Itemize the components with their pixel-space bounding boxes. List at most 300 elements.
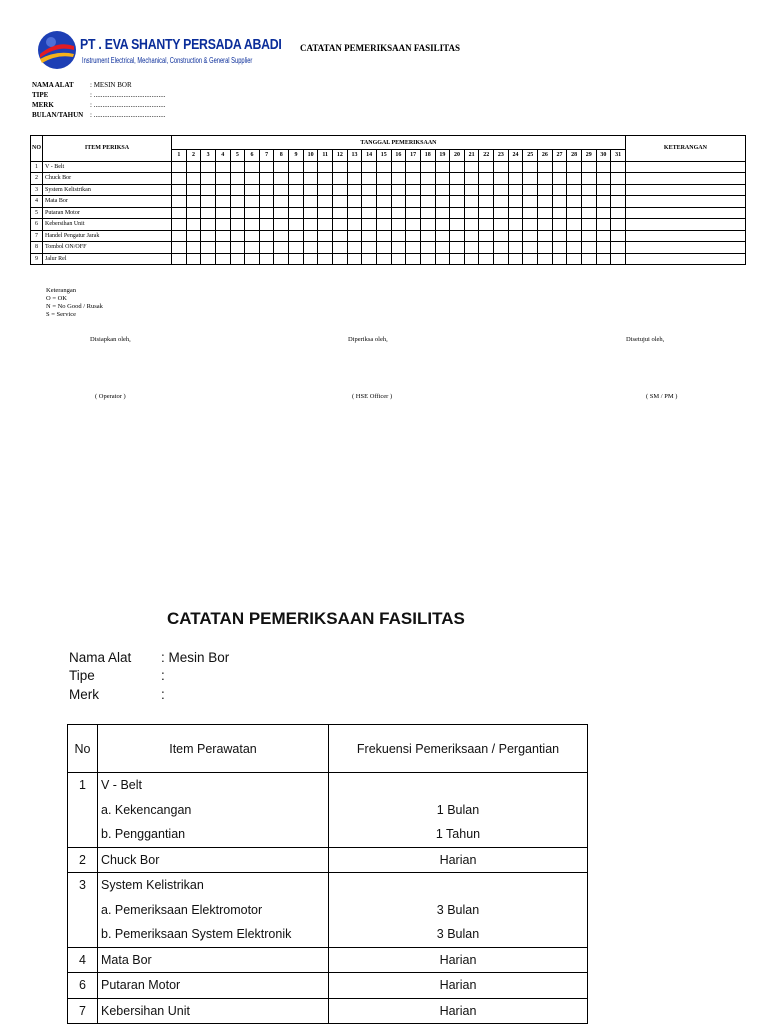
day-check-cell[interactable] [289, 196, 304, 208]
day-check-cell[interactable] [508, 242, 523, 254]
day-check-cell[interactable] [523, 173, 538, 185]
day-check-cell[interactable] [274, 230, 289, 242]
day-check-cell[interactable] [230, 184, 245, 196]
day-check-cell[interactable] [450, 219, 465, 231]
day-check-cell[interactable] [391, 173, 406, 185]
day-check-cell[interactable] [362, 219, 377, 231]
day-check-cell[interactable] [508, 196, 523, 208]
day-check-cell[interactable] [420, 207, 435, 219]
day-check-cell[interactable] [464, 219, 479, 231]
day-check-cell[interactable] [479, 161, 494, 173]
day-check-cell[interactable] [420, 253, 435, 265]
day-check-cell[interactable] [289, 173, 304, 185]
day-check-cell[interactable] [347, 242, 362, 254]
day-check-cell[interactable] [567, 161, 582, 173]
day-check-cell[interactable] [523, 219, 538, 231]
day-check-cell[interactable] [450, 161, 465, 173]
day-check-cell[interactable] [435, 196, 450, 208]
notes-cell[interactable] [625, 184, 745, 196]
day-check-cell[interactable] [567, 184, 582, 196]
day-header: 5 [230, 150, 245, 162]
day-check-cell[interactable] [333, 230, 348, 242]
day-check-cell[interactable] [259, 161, 274, 173]
legend-item-ok: O = OK [46, 295, 67, 302]
day-check-cell[interactable] [333, 184, 348, 196]
day-check-cell[interactable] [420, 161, 435, 173]
day-check-cell[interactable] [245, 184, 260, 196]
doc2-info-value: : Mesin Bor [161, 650, 230, 665]
day-check-cell[interactable] [523, 161, 538, 173]
day-check-cell[interactable] [581, 184, 596, 196]
day-check-cell[interactable] [347, 161, 362, 173]
day-check-cell[interactable] [567, 242, 582, 254]
day-check-cell[interactable] [420, 196, 435, 208]
day-check-cell[interactable] [215, 173, 230, 185]
day-check-cell[interactable] [391, 161, 406, 173]
day-check-cell[interactable] [201, 207, 216, 219]
day-check-cell[interactable] [186, 219, 201, 231]
day-check-cell[interactable] [450, 242, 465, 254]
day-check-cell[interactable] [376, 253, 391, 265]
day-check-cell[interactable] [245, 242, 260, 254]
day-check-cell[interactable] [172, 161, 187, 173]
day-check-cell[interactable] [552, 161, 567, 173]
day-check-cell[interactable] [611, 184, 626, 196]
day-check-cell[interactable] [450, 230, 465, 242]
day-check-cell[interactable] [406, 219, 421, 231]
day-check-cell[interactable] [186, 242, 201, 254]
day-check-cell[interactable] [596, 161, 611, 173]
day-check-cell[interactable] [347, 207, 362, 219]
day-check-cell[interactable] [552, 230, 567, 242]
day-check-cell[interactable] [596, 219, 611, 231]
day-check-cell[interactable] [581, 253, 596, 265]
day-check-cell[interactable] [245, 230, 260, 242]
day-check-cell[interactable] [464, 184, 479, 196]
day-check-cell[interactable] [376, 219, 391, 231]
day-check-cell[interactable] [552, 184, 567, 196]
day-check-cell[interactable] [567, 173, 582, 185]
day-check-cell[interactable] [347, 184, 362, 196]
day-check-cell[interactable] [172, 196, 187, 208]
day-check-cell[interactable] [596, 207, 611, 219]
day-check-cell[interactable] [318, 196, 333, 208]
day-check-cell[interactable] [508, 253, 523, 265]
day-check-cell[interactable] [508, 230, 523, 242]
day-check-cell[interactable] [362, 207, 377, 219]
day-check-cell[interactable] [376, 196, 391, 208]
day-check-cell[interactable] [494, 184, 509, 196]
day-check-cell[interactable] [406, 242, 421, 254]
day-check-cell[interactable] [303, 253, 318, 265]
day-check-cell[interactable] [494, 253, 509, 265]
day-check-cell[interactable] [303, 173, 318, 185]
day-check-cell[interactable] [215, 207, 230, 219]
day-check-cell[interactable] [201, 184, 216, 196]
day-check-cell[interactable] [186, 230, 201, 242]
day-check-cell[interactable] [318, 207, 333, 219]
day-check-cell[interactable] [318, 184, 333, 196]
day-check-cell[interactable] [435, 161, 450, 173]
day-check-cell[interactable] [215, 253, 230, 265]
day-check-cell[interactable] [303, 207, 318, 219]
day-check-cell[interactable] [274, 219, 289, 231]
day-check-cell[interactable] [494, 196, 509, 208]
day-check-cell[interactable] [567, 219, 582, 231]
day-check-cell[interactable] [538, 230, 553, 242]
day-check-cell[interactable] [347, 219, 362, 231]
day-check-cell[interactable] [420, 184, 435, 196]
day-check-cell[interactable] [523, 196, 538, 208]
day-check-cell[interactable] [230, 230, 245, 242]
day-check-cell[interactable] [362, 196, 377, 208]
day-check-cell[interactable] [215, 184, 230, 196]
freq-no: 3 [68, 873, 98, 898]
day-check-cell[interactable] [245, 196, 260, 208]
day-check-cell[interactable] [435, 173, 450, 185]
day-check-cell[interactable] [201, 196, 216, 208]
day-check-cell[interactable] [567, 230, 582, 242]
day-check-cell[interactable] [538, 207, 553, 219]
day-check-cell[interactable] [245, 207, 260, 219]
day-check-cell[interactable] [201, 253, 216, 265]
freq-item: b. Penggantian [98, 822, 329, 847]
day-check-cell[interactable] [333, 242, 348, 254]
day-check-cell[interactable] [508, 184, 523, 196]
day-check-cell[interactable] [362, 173, 377, 185]
day-check-cell[interactable] [552, 173, 567, 185]
day-check-cell[interactable] [538, 161, 553, 173]
day-check-cell[interactable] [567, 196, 582, 208]
day-check-cell[interactable] [245, 173, 260, 185]
day-check-cell[interactable] [186, 173, 201, 185]
day-check-cell[interactable] [581, 219, 596, 231]
day-check-cell[interactable] [464, 253, 479, 265]
day-check-cell[interactable] [274, 161, 289, 173]
day-check-cell[interactable] [523, 253, 538, 265]
day-check-cell[interactable] [318, 253, 333, 265]
day-check-cell[interactable] [376, 161, 391, 173]
day-check-cell[interactable] [303, 184, 318, 196]
day-check-cell[interactable] [479, 207, 494, 219]
day-check-cell[interactable] [201, 242, 216, 254]
day-check-cell[interactable] [230, 196, 245, 208]
day-check-cell[interactable] [464, 242, 479, 254]
day-check-cell[interactable] [508, 173, 523, 185]
day-check-cell[interactable] [391, 184, 406, 196]
day-check-cell[interactable] [494, 230, 509, 242]
day-check-cell[interactable] [245, 219, 260, 231]
day-check-cell[interactable] [494, 207, 509, 219]
day-check-cell[interactable] [172, 184, 187, 196]
day-check-cell[interactable] [406, 173, 421, 185]
day-check-cell[interactable] [201, 173, 216, 185]
day-check-cell[interactable] [215, 230, 230, 242]
day-check-cell[interactable] [435, 219, 450, 231]
day-check-cell[interactable] [406, 184, 421, 196]
day-check-cell[interactable] [581, 196, 596, 208]
day-check-cell[interactable] [289, 253, 304, 265]
day-check-cell[interactable] [406, 230, 421, 242]
day-check-cell[interactable] [259, 230, 274, 242]
day-check-cell[interactable] [538, 184, 553, 196]
day-check-cell[interactable] [538, 219, 553, 231]
day-check-cell[interactable] [215, 161, 230, 173]
day-check-cell[interactable] [289, 207, 304, 219]
day-check-cell[interactable] [435, 184, 450, 196]
day-check-cell[interactable] [274, 242, 289, 254]
day-check-cell[interactable] [479, 242, 494, 254]
day-check-cell[interactable] [186, 196, 201, 208]
day-check-cell[interactable] [479, 184, 494, 196]
day-check-cell[interactable] [611, 196, 626, 208]
day-check-cell[interactable] [289, 230, 304, 242]
day-check-cell[interactable] [186, 207, 201, 219]
day-check-cell[interactable] [479, 230, 494, 242]
day-check-cell[interactable] [186, 184, 201, 196]
day-check-cell[interactable] [333, 207, 348, 219]
day-check-cell[interactable] [552, 253, 567, 265]
day-check-cell[interactable] [172, 219, 187, 231]
day-check-cell[interactable] [479, 219, 494, 231]
info-label: BULAN/TAHUN [32, 111, 84, 119]
day-check-cell[interactable] [406, 161, 421, 173]
day-check-cell[interactable] [391, 207, 406, 219]
day-check-cell[interactable] [450, 173, 465, 185]
day-check-cell[interactable] [259, 173, 274, 185]
day-check-cell[interactable] [494, 242, 509, 254]
day-check-cell[interactable] [289, 242, 304, 254]
day-check-cell[interactable] [172, 253, 187, 265]
notes-cell[interactable] [625, 196, 745, 208]
day-check-cell[interactable] [347, 230, 362, 242]
day-check-cell[interactable] [450, 207, 465, 219]
day-check-cell[interactable] [333, 219, 348, 231]
notes-cell[interactable] [625, 253, 745, 265]
company-logo-icon [37, 30, 77, 70]
day-check-cell[interactable] [464, 161, 479, 173]
day-check-cell[interactable] [435, 242, 450, 254]
day-check-cell[interactable] [172, 230, 187, 242]
day-check-cell[interactable] [362, 230, 377, 242]
day-check-cell[interactable] [289, 161, 304, 173]
day-check-cell[interactable] [508, 207, 523, 219]
day-check-cell[interactable] [538, 196, 553, 208]
day-check-cell[interactable] [552, 219, 567, 231]
day-check-cell[interactable] [538, 242, 553, 254]
day-check-cell[interactable] [376, 184, 391, 196]
day-check-cell[interactable] [333, 161, 348, 173]
day-check-cell[interactable] [362, 161, 377, 173]
notes-cell[interactable] [625, 219, 745, 231]
day-check-cell[interactable] [376, 242, 391, 254]
day-check-cell[interactable] [172, 242, 187, 254]
day-check-cell[interactable] [303, 242, 318, 254]
day-check-cell[interactable] [435, 207, 450, 219]
day-check-cell[interactable] [464, 173, 479, 185]
day-check-cell[interactable] [376, 230, 391, 242]
day-check-cell[interactable] [523, 207, 538, 219]
day-check-cell[interactable] [581, 230, 596, 242]
day-check-cell[interactable] [362, 253, 377, 265]
day-check-cell[interactable] [450, 253, 465, 265]
day-check-cell[interactable] [406, 253, 421, 265]
day-check-cell[interactable] [494, 219, 509, 231]
day-header: 31 [611, 150, 626, 162]
day-check-cell[interactable] [391, 253, 406, 265]
day-check-cell[interactable] [318, 173, 333, 185]
day-check-cell[interactable] [347, 196, 362, 208]
day-check-cell[interactable] [611, 207, 626, 219]
day-check-cell[interactable] [362, 242, 377, 254]
day-check-cell[interactable] [259, 253, 274, 265]
day-check-cell[interactable] [538, 173, 553, 185]
notes-cell[interactable] [625, 207, 745, 219]
day-check-cell[interactable] [391, 242, 406, 254]
notes-cell[interactable] [625, 230, 745, 242]
day-check-cell[interactable] [172, 207, 187, 219]
day-check-cell[interactable] [201, 219, 216, 231]
day-check-cell[interactable] [274, 253, 289, 265]
day-check-cell[interactable] [376, 207, 391, 219]
day-check-cell[interactable] [289, 184, 304, 196]
day-check-cell[interactable] [611, 219, 626, 231]
notes-cell[interactable] [625, 242, 745, 254]
day-check-cell[interactable] [230, 219, 245, 231]
day-check-cell[interactable] [406, 207, 421, 219]
day-check-cell[interactable] [435, 230, 450, 242]
day-check-cell[interactable] [596, 242, 611, 254]
day-check-cell[interactable] [611, 173, 626, 185]
day-check-cell[interactable] [596, 184, 611, 196]
day-check-cell[interactable] [245, 253, 260, 265]
day-check-cell[interactable] [450, 196, 465, 208]
page-title: CATATAN PEMERIKSAAN FASILITAS [300, 43, 461, 53]
day-check-cell[interactable] [494, 161, 509, 173]
day-check-cell[interactable] [391, 196, 406, 208]
day-check-cell[interactable] [596, 230, 611, 242]
day-check-cell[interactable] [567, 207, 582, 219]
day-check-cell[interactable] [303, 161, 318, 173]
day-check-cell[interactable] [289, 219, 304, 231]
day-check-cell[interactable] [259, 196, 274, 208]
day-check-cell[interactable] [259, 207, 274, 219]
day-check-cell[interactable] [420, 173, 435, 185]
day-check-cell[interactable] [523, 242, 538, 254]
day-check-cell[interactable] [611, 253, 626, 265]
day-check-cell[interactable] [215, 242, 230, 254]
day-check-cell[interactable] [538, 253, 553, 265]
day-check-cell[interactable] [581, 242, 596, 254]
day-check-cell[interactable] [464, 230, 479, 242]
day-check-cell[interactable] [274, 173, 289, 185]
day-check-cell[interactable] [391, 219, 406, 231]
day-check-cell[interactable] [318, 230, 333, 242]
day-check-cell[interactable] [186, 253, 201, 265]
day-check-cell[interactable] [303, 230, 318, 242]
day-check-cell[interactable] [611, 230, 626, 242]
day-check-cell[interactable] [259, 219, 274, 231]
notes-cell[interactable] [625, 161, 745, 173]
day-check-cell[interactable] [230, 173, 245, 185]
day-check-cell[interactable] [274, 207, 289, 219]
day-check-cell[interactable] [347, 253, 362, 265]
day-check-cell[interactable] [318, 161, 333, 173]
day-check-cell[interactable] [259, 184, 274, 196]
day-check-cell[interactable] [172, 173, 187, 185]
day-check-cell[interactable] [215, 196, 230, 208]
day-check-cell[interactable] [567, 253, 582, 265]
day-check-cell[interactable] [596, 173, 611, 185]
day-check-cell[interactable] [552, 207, 567, 219]
day-check-cell[interactable] [245, 161, 260, 173]
day-check-cell[interactable] [259, 242, 274, 254]
day-check-cell[interactable] [523, 184, 538, 196]
day-check-cell[interactable] [303, 219, 318, 231]
day-check-cell[interactable] [581, 207, 596, 219]
day-check-cell[interactable] [450, 184, 465, 196]
freq-value [329, 873, 588, 898]
day-check-cell[interactable] [552, 242, 567, 254]
day-check-cell[interactable] [596, 253, 611, 265]
day-check-cell[interactable] [581, 161, 596, 173]
day-check-cell[interactable] [303, 196, 318, 208]
day-check-cell[interactable] [274, 196, 289, 208]
day-check-cell[interactable] [464, 196, 479, 208]
day-check-cell[interactable] [420, 219, 435, 231]
day-check-cell[interactable] [420, 242, 435, 254]
day-check-cell[interactable] [186, 161, 201, 173]
day-check-cell[interactable] [333, 173, 348, 185]
day-check-cell[interactable] [508, 161, 523, 173]
day-check-cell[interactable] [435, 253, 450, 265]
day-check-cell[interactable] [333, 253, 348, 265]
day-check-cell[interactable] [376, 173, 391, 185]
day-check-cell[interactable] [201, 230, 216, 242]
day-check-cell[interactable] [274, 184, 289, 196]
day-check-cell[interactable] [611, 161, 626, 173]
day-check-cell[interactable] [201, 161, 216, 173]
inspection-row [31, 230, 746, 242]
day-check-cell[interactable] [479, 196, 494, 208]
day-check-cell[interactable] [333, 196, 348, 208]
day-check-cell[interactable] [318, 219, 333, 231]
day-check-cell[interactable] [596, 196, 611, 208]
day-check-cell[interactable] [230, 161, 245, 173]
day-check-cell[interactable] [318, 242, 333, 254]
day-check-cell[interactable] [552, 196, 567, 208]
day-check-cell[interactable] [230, 242, 245, 254]
notes-cell[interactable] [625, 173, 745, 185]
day-check-cell[interactable] [230, 253, 245, 265]
day-check-cell[interactable] [347, 173, 362, 185]
freq-row [68, 873, 588, 898]
day-check-cell[interactable] [230, 207, 245, 219]
day-check-cell[interactable] [508, 219, 523, 231]
day-check-cell[interactable] [464, 207, 479, 219]
day-check-cell[interactable] [215, 219, 230, 231]
day-check-cell[interactable] [494, 173, 509, 185]
day-check-cell[interactable] [479, 173, 494, 185]
day-check-cell[interactable] [523, 230, 538, 242]
day-check-cell[interactable] [420, 230, 435, 242]
day-check-cell[interactable] [391, 230, 406, 242]
day-check-cell[interactable] [581, 173, 596, 185]
day-check-cell[interactable] [611, 242, 626, 254]
day-check-cell[interactable] [479, 253, 494, 265]
day-check-cell[interactable] [362, 184, 377, 196]
day-check-cell[interactable] [406, 196, 421, 208]
